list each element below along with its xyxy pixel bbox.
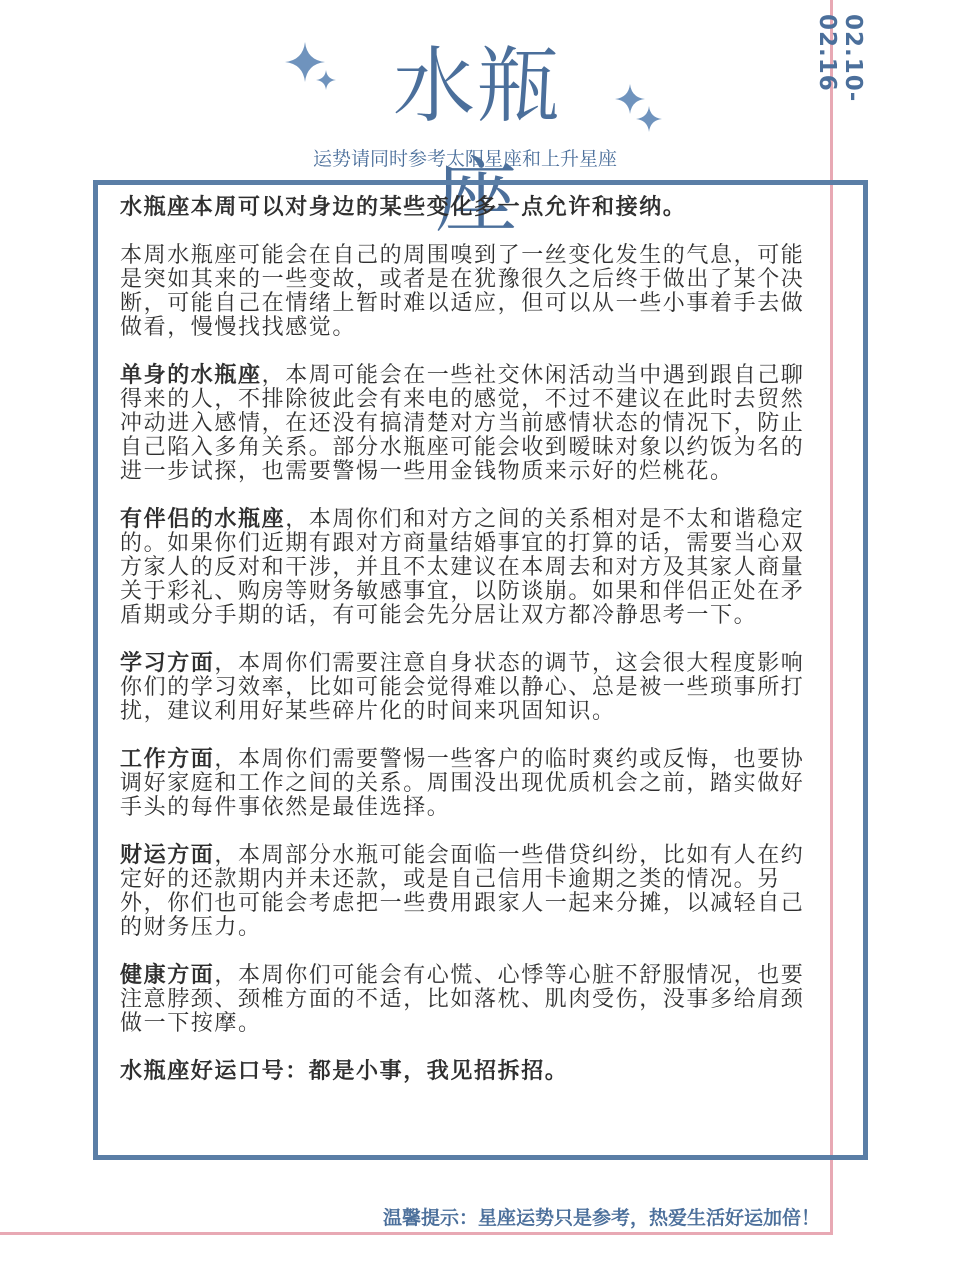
section-work (120, 748, 820, 820)
intro-paragraph: 本周水瓶座可能会在自己的周围嗅到了一丝变化发生的气息，可能是突如其来的一些变故，或者是在犹豫很久之后终于做出了某个决断，可能自己在情绪上暂时难以适应，但可以从一些小事着手去做做看，慢慢找找感觉。 (120, 243, 805, 340)
section-heading: 健康方面 (120, 963, 215, 988)
sparkle-icon (636, 106, 662, 132)
section-text: ，本周可能会在一些社交休闲活动当中遇到跟自己聊得来的人，不排除彼此会有来电的感觉，不过不建议在此时去贸然冲动进入感情，在还没有搞清楚对方当前感情状态的情况下，防止自己陷入多角关系。部分水瓶座可能会收到暧昧对象以约饭为名的进一步试探，也需要警惕一些用金钱物质来示好的烂桃花。 (120, 363, 805, 484)
date-range: 02.10-02.16 (814, 14, 866, 103)
section-heading: 有伴侣的水瓶座 (120, 507, 286, 532)
pink-horizontal-line (0, 1232, 833, 1235)
section-text: ，本周你们需要警惕一些客户的临时爽约或反悔，也要协调好家庭和工作之间的关系。周围没出现优质机会之前，踏实做好手头的每件事依然是最佳选择。 (120, 747, 805, 820)
footer-tip: 温馨提示：星座运势只是参考，热爱生活好运加倍！ (382, 1207, 820, 1229)
section-single (120, 364, 820, 484)
horoscope-body (120, 196, 820, 1108)
section-text: ，本周部分水瓶可能会面临一些借贷纠纷，比如有人在约定好的还款期内并未还款，或是自己信用卡逾期之类的情况。另外，你们也可能会考虑把一些费用跟家人一起来分摊，以减轻自己的财务压力。 (120, 843, 805, 940)
section-heading: 学习方面 (120, 651, 215, 676)
subtitle: 运势请同时参考太阳星座和上升星座 (312, 148, 617, 170)
section-text: ，本周你们可能会有心慌、心悸等心脏不舒服情况，也要注意脖颈、颈椎方面的不适，比如落枕、肌肉受伤，没事多给肩颈做一下按摩。 (120, 963, 805, 1036)
section-partnered (120, 508, 820, 628)
section-study (120, 652, 820, 724)
sparkle-icon (316, 70, 336, 90)
page-title: 水瓶座 (392, 39, 561, 244)
section-text: ，本周你们需要注意自身状态的调节，这会很大程度影响你们的学习效率，比如可能会觉得难以静心、总是被一些琐事所打扰，建议利用好某些碎片化的时间来巩固知识。 (120, 651, 805, 724)
lead-sentence: 水瓶座本周可以对身边的某些变化多一点允许和接纳。 (120, 195, 687, 220)
section-text: ，本周你们和对方之间的关系相对是不太和谐稳定的。如果你们近期有跟对方商量结婚事宜的打算的话，需要当心双方家人的反对和干涉，并且不太建议在本周去和对方及其家人商量关于彩礼、购房等财务敏感事宜，以防谈崩。如果和伴侣正处在矛盾期或分手期的话，有可能会先分居让双方都冷静思考一下。 (120, 507, 805, 628)
section-heading: 财运方面 (120, 843, 215, 868)
section-health (120, 964, 820, 1036)
lucky-slogan: 水瓶座好运口号：都是小事，我见招拆招。 (120, 1059, 569, 1084)
section-wealth (120, 844, 820, 940)
section-heading: 工作方面 (120, 747, 215, 772)
section-heading: 单身的水瓶座 (120, 363, 262, 388)
